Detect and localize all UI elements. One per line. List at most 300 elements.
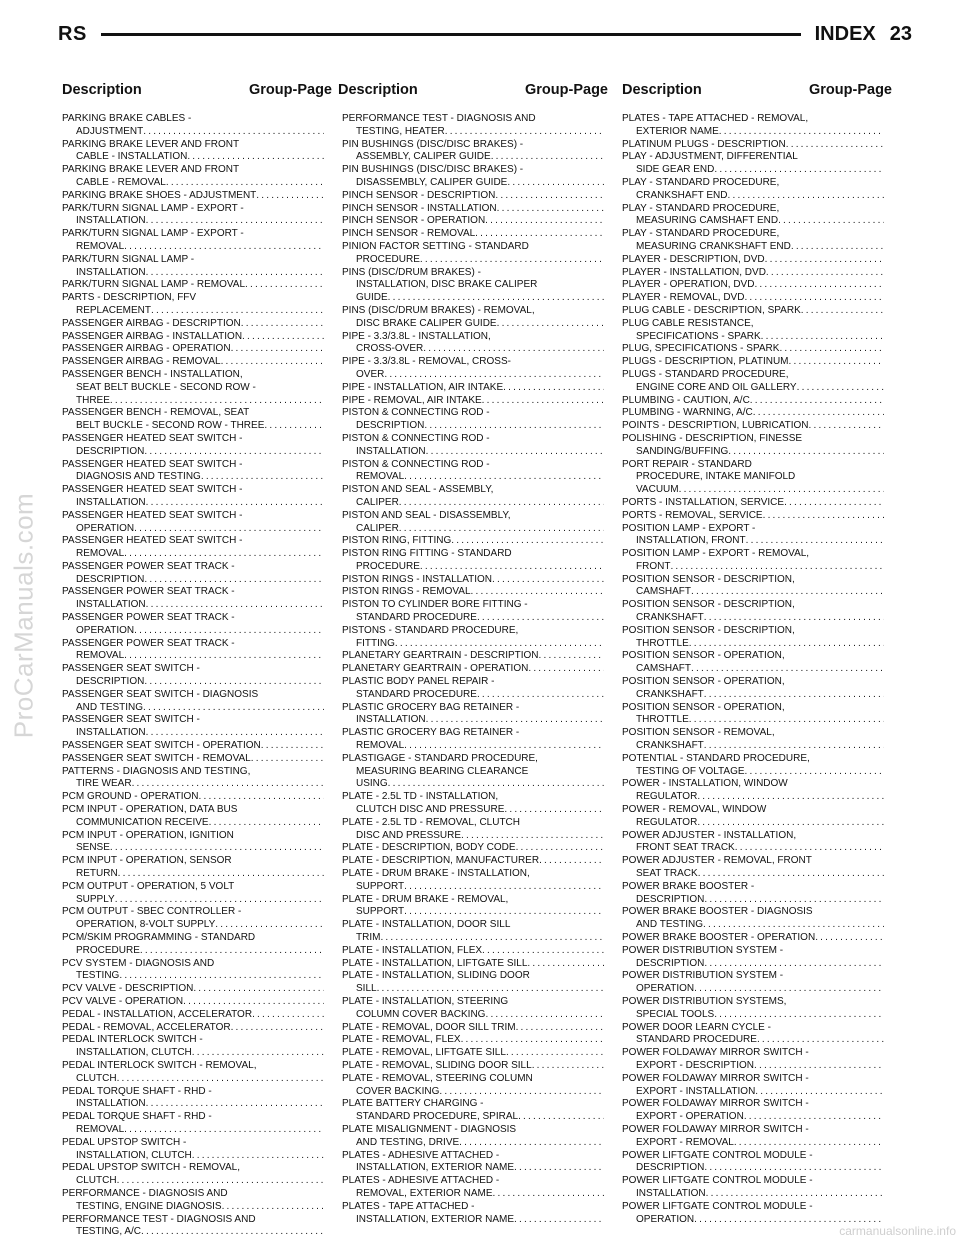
entry-text: POWER - REMOVAL, WINDOW [622, 804, 767, 816]
entry-text: PLASTIGAGE - STANDARD PROCEDURE, [342, 752, 538, 764]
index-entry [342, 586, 604, 599]
index-entry [342, 650, 604, 663]
index-entry [622, 727, 884, 753]
index-entry [622, 599, 884, 625]
entry-text: USING [356, 778, 388, 790]
dot-leader [251, 753, 324, 764]
index-entry [62, 612, 324, 638]
entry-line [342, 612, 604, 625]
entry-text: DESCRIPTION [76, 573, 145, 585]
entry-text: INSTALLATION [76, 599, 146, 611]
entry-text: VACUUM [636, 484, 679, 496]
entry-line [62, 331, 324, 344]
entry-line [342, 228, 604, 241]
index-entry [622, 1201, 884, 1227]
index-entry [342, 267, 604, 305]
entry-line [342, 497, 604, 510]
entry-text: INSTALLATION [636, 1187, 706, 1199]
entry-text: INSTALLATION, DISC BRAKE CALIPER [356, 279, 538, 291]
index-entry [622, 625, 884, 651]
index-entry [342, 996, 604, 1022]
footer-watermark: carmanualsonline.info [839, 1224, 956, 1238]
entry-text: PINCH SENSOR - DESCRIPTION [342, 189, 496, 201]
entry-text: PIPE - REMOVAL, AIR INTAKE [342, 394, 482, 406]
entry-line [62, 395, 324, 408]
entry-line [62, 1009, 324, 1022]
index-entry [342, 1175, 604, 1201]
entry-text: INSTALLATION [76, 215, 146, 227]
entry-text: CLUTCH DISC AND PRESSURE [356, 804, 505, 816]
entry-line [622, 919, 884, 932]
entry-text: PISTON AND SEAL - DISASSEMBLY, [342, 509, 511, 521]
entry-text: PARK/TURN SIGNAL LAMP - REMOVAL [62, 279, 246, 291]
entry-line [62, 279, 324, 292]
entry-line [62, 945, 324, 958]
entry-line [622, 126, 884, 139]
index-entry [622, 881, 884, 907]
entry-text: PEDAL TORQUE SHAFT - RHD - [62, 1111, 212, 1123]
index-entry [622, 433, 884, 459]
entry-line [342, 126, 604, 139]
index-entry [342, 203, 604, 216]
entry-line [62, 1047, 324, 1060]
entry-text: ENGINE CORE AND OIL GALLERY [636, 381, 797, 393]
dot-leader [140, 945, 324, 956]
entry-line [622, 497, 884, 510]
dot-leader [124, 548, 324, 559]
entry-text: INSTALLATION, CLUTCH [76, 1047, 192, 1059]
entry-text: REMOVAL [76, 548, 125, 560]
entry-line [342, 1060, 604, 1073]
watermark-text: ProCarManuals.com [8, 492, 39, 739]
dot-leader [714, 164, 884, 175]
entry-line [342, 254, 604, 267]
dot-leader [451, 535, 604, 546]
index-entry [342, 241, 604, 267]
dot-leader [399, 497, 604, 508]
dot-leader [388, 778, 604, 789]
index-entry [62, 343, 324, 356]
dot-leader [691, 586, 884, 597]
dot-leader [404, 471, 604, 482]
entry-text: PCM GROUND - OPERATION [62, 791, 199, 803]
dot-leader [516, 842, 604, 853]
dot-leader [144, 676, 324, 687]
entry-line [342, 1009, 604, 1022]
entry-line [622, 983, 884, 996]
entry-text: POWER FOLDAWAY MIRROR SWITCH - [622, 1098, 809, 1110]
entry-text: PIN BUSHINGS (DISC/DISC BRAKES) - [342, 164, 524, 176]
index-entry [342, 625, 604, 651]
entry-line [62, 894, 324, 907]
index-entry [622, 970, 884, 996]
index-entry [62, 1086, 324, 1112]
dot-leader [746, 535, 884, 546]
entry-text: PASSENGER BENCH - REMOVAL, SEAT [62, 407, 250, 419]
index-column-3 [622, 113, 884, 1226]
dot-leader [187, 151, 324, 162]
index-entry [62, 1214, 324, 1240]
entry-line [62, 343, 324, 356]
index-entry [622, 830, 884, 856]
entry-text: PLUMBING - WARNING, A/C [622, 407, 753, 419]
entry-text: PLATE - REMOVAL, LIFTGATE SILL [342, 1047, 506, 1059]
entry-text: PLATE - DRUM BRAKE - INSTALLATION, [342, 868, 530, 880]
dot-leader [404, 881, 604, 892]
entry-text: SUPPORT [356, 906, 405, 918]
entry-line [622, 420, 884, 433]
entry-text: PCM INPUT - OPERATION, DATA BUS [62, 804, 238, 816]
dot-leader [146, 599, 324, 610]
entry-text: PLATE - DESCRIPTION, BODY CODE [342, 842, 516, 854]
index-entry [62, 804, 324, 830]
index-entry [622, 1124, 884, 1150]
index-entry [342, 970, 604, 996]
dot-leader [704, 894, 884, 905]
entry-text: STANDARD PROCEDURE, SPIRAL [356, 1111, 519, 1123]
entry-text: INSTALLATION [76, 1098, 146, 1110]
index-entry [622, 318, 884, 344]
entry-text: INSTALLATION, EXTERIOR NAME [356, 1213, 514, 1225]
entry-text: ADJUSTMENT [76, 125, 144, 137]
entry-line [622, 343, 884, 356]
entry-text: PEDAL - INSTALLATION, ACCELERATOR [62, 1008, 253, 1020]
dot-leader [763, 510, 884, 521]
index-entry [62, 254, 324, 280]
entry-line [622, 561, 884, 574]
entry-text: INSTALLATION [356, 714, 426, 726]
index-entry [62, 932, 324, 958]
entry-text: REGULATOR [636, 791, 698, 803]
entry-text: PASSENGER SEAT SWITCH - [62, 714, 200, 726]
entry-text: PASSENGER HEATED SEAT SWITCH - [62, 535, 243, 547]
entry-text: THROTTLE [636, 714, 689, 726]
entry-text: COVER BACKING [356, 1085, 440, 1097]
dot-leader [117, 1175, 324, 1186]
index-entry [342, 228, 604, 241]
entry-line [342, 689, 604, 702]
entry-text: PCV VALVE - OPERATION [62, 995, 184, 1007]
dot-leader [146, 215, 324, 226]
dot-leader [704, 958, 884, 969]
entry-text: PISTON TO CYLINDER BORE FITTING - [342, 599, 528, 611]
entry-text: PASSENGER SEAT SWITCH - OPERATION [62, 740, 261, 752]
dot-leader [110, 395, 324, 406]
entry-text: PISTON RING, FITTING [342, 535, 452, 547]
dot-leader [183, 996, 324, 1007]
entry-line [342, 638, 604, 651]
index-entry [342, 791, 604, 817]
entry-line [62, 318, 324, 331]
entry-line [342, 945, 604, 958]
dot-leader [801, 305, 884, 316]
dot-leader [734, 1137, 884, 1148]
entry-text: TIRE WEAR [76, 778, 132, 790]
index-entry [62, 510, 324, 536]
dot-leader [420, 254, 604, 265]
entry-text: PARK/TURN SIGNAL LAMP - [62, 253, 195, 265]
entry-text: PLATE - REMOVAL, DOOR SILL TRIM [342, 1021, 516, 1033]
dot-leader [146, 497, 324, 508]
index-entry [62, 740, 324, 753]
index-entry [62, 638, 324, 664]
dot-leader [459, 1137, 604, 1148]
entry-line [342, 932, 604, 945]
entry-line [62, 151, 324, 164]
entry-text: POWER DISTRIBUTION SYSTEMS, [622, 995, 787, 1007]
dot-leader [399, 523, 604, 534]
entry-line [342, 1022, 604, 1035]
entry-line [62, 868, 324, 881]
index-entry [622, 1022, 884, 1048]
dot-leader [252, 1009, 324, 1020]
entry-text: PLATE - INSTALLATION, DOOR SILL [342, 919, 511, 931]
index-entry [62, 318, 324, 331]
entry-line [342, 1047, 604, 1060]
index-entry [62, 459, 324, 485]
index-entry [62, 139, 324, 165]
entry-text: PLATE BATTERY CHARGING - [342, 1098, 484, 1110]
entry-text: PASSENGER BENCH - INSTALLATION, [62, 368, 243, 380]
entry-text: PLUGS - DESCRIPTION, PLATINUM [622, 356, 789, 368]
entry-text: TESTING [76, 970, 120, 982]
dot-leader [426, 714, 604, 725]
index-entry [622, 407, 884, 420]
entry-text: SEAT TRACK [636, 868, 698, 880]
dot-leader [377, 983, 604, 994]
entry-line [342, 586, 604, 599]
entry-line [62, 625, 324, 638]
entry-text: PISTON RINGS - REMOVAL [342, 586, 471, 598]
dot-leader [424, 420, 604, 431]
column-header-group-page: Group-Page [525, 82, 608, 98]
index-entry [622, 305, 884, 318]
entry-text: PCM INPUT - OPERATION, SENSOR [62, 855, 232, 867]
entry-line [342, 1034, 604, 1047]
entry-text: AND TESTING [636, 919, 704, 931]
dot-leader [539, 855, 604, 866]
index-entry [622, 996, 884, 1022]
entry-text: PISTONS - STANDARD PROCEDURE, [342, 624, 519, 636]
index-entry [622, 855, 884, 881]
index-entry [342, 599, 604, 625]
entry-text: PROCEDURE [76, 944, 140, 956]
dot-leader [786, 139, 884, 150]
index-entry [622, 254, 884, 267]
side-watermark [4, 0, 40, 1242]
entry-line [62, 1124, 324, 1137]
entry-line [342, 830, 604, 843]
entry-text: PISTON & CONNECTING ROD - [342, 458, 490, 470]
index-entry [622, 343, 884, 356]
index-column-1 [62, 113, 324, 1239]
entry-text: CRANKSHAFT [636, 740, 704, 752]
entry-line [62, 740, 324, 753]
entry-text: POWER FOLDAWAY MIRROR SWITCH - [622, 1123, 809, 1135]
entry-text: PINS (DISC/DRUM BRAKES) - [342, 266, 481, 278]
entry-text: PIN BUSHINGS (DISC/DISC BRAKES) - [342, 138, 524, 150]
entry-line [62, 1226, 324, 1239]
dot-leader [485, 1009, 604, 1020]
entry-text: PISTON & CONNECTING ROD - [342, 407, 490, 419]
index-entry [342, 215, 604, 228]
entry-line [342, 561, 604, 574]
entry-text: CLUTCH [76, 1072, 117, 1084]
entry-text: MEASURING BEARING CLEARANCE [356, 765, 529, 777]
dot-leader [698, 868, 884, 879]
index-entry [622, 1150, 884, 1176]
index-entry [342, 484, 604, 510]
entry-text: PROCEDURE [356, 253, 420, 265]
entry-text: POSITION SENSOR - OPERATION, [622, 701, 785, 713]
index-entry [62, 433, 324, 459]
dot-leader [809, 420, 885, 431]
index-entry [622, 1047, 884, 1073]
dot-leader [491, 151, 604, 162]
page-number: 23 [889, 22, 912, 45]
entry-line [622, 190, 884, 203]
dot-leader [728, 446, 884, 457]
entry-line [342, 1188, 604, 1201]
entry-line [342, 215, 604, 228]
entry-line [622, 446, 884, 459]
index-entry [622, 395, 884, 408]
entry-text: OPERATION [76, 624, 135, 636]
dot-leader [221, 356, 324, 367]
entry-line [622, 1060, 884, 1073]
dot-leader [144, 446, 324, 457]
index-entry [342, 753, 604, 791]
entry-text: PLATE - INSTALLATION, SLIDING DOOR [342, 970, 530, 982]
index-entry [342, 1150, 604, 1176]
dot-leader [532, 1060, 604, 1071]
dot-leader [192, 1150, 324, 1161]
index-entry [622, 510, 884, 523]
entry-text: PIPE - INSTALLATION, AIR INTAKE [342, 381, 504, 393]
entry-text: OPERATION [636, 1213, 695, 1225]
dot-leader [704, 689, 884, 700]
dot-leader [143, 702, 324, 713]
entry-text: PLATE - REMOVAL, FLEX [342, 1034, 461, 1046]
dot-leader [791, 241, 884, 252]
entry-text: CAMSHAFT [636, 663, 691, 675]
entry-text: DISC BRAKE CALIPER GUIDE [356, 317, 497, 329]
column-header-1 [62, 82, 332, 98]
dot-leader [493, 1188, 604, 1199]
dot-leader [471, 586, 604, 597]
entry-text: PCM/SKIM PROGRAMMING - STANDARD [62, 932, 256, 943]
dot-leader [201, 471, 324, 482]
entry-line [62, 1150, 324, 1163]
entry-line [622, 292, 884, 305]
entry-text: INSTALLATION, CLUTCH [76, 1149, 192, 1161]
dot-leader [694, 1214, 884, 1225]
index-entry [62, 1137, 324, 1163]
dot-leader [689, 714, 884, 725]
entry-line [622, 958, 884, 971]
dot-leader [193, 983, 324, 994]
dot-leader [704, 740, 884, 751]
entry-line [622, 407, 884, 420]
index-entry [342, 1073, 604, 1099]
entry-line [622, 1188, 884, 1201]
dot-leader [697, 791, 884, 802]
entry-text: PLASTIC GROCERY BAG RETAINER - [342, 701, 520, 713]
entry-text: BELT BUCKLE - SECOND ROW - THREE [76, 420, 265, 432]
entry-line [342, 574, 604, 587]
dot-leader [744, 292, 884, 303]
index-entry [622, 676, 884, 702]
index-entry [342, 548, 604, 574]
entry-text: PROCEDURE, INTAKE MANIFOLD [636, 471, 796, 483]
entry-text: EXPORT - OPERATION [636, 1111, 744, 1123]
dot-leader [439, 1086, 604, 1097]
entry-line [622, 766, 884, 779]
entry-line [622, 842, 884, 855]
entry-text: AND TESTING [76, 701, 144, 713]
dot-leader [388, 292, 604, 303]
dot-leader [151, 305, 324, 316]
entry-line [622, 395, 884, 408]
entry-text: PATTERNS - DIAGNOSIS AND TESTING, [62, 765, 251, 777]
entry-text: DESCRIPTION [76, 445, 145, 457]
entry-text: STANDARD PROCEDURE [636, 1034, 757, 1046]
index-column-2 [342, 113, 604, 1226]
entry-text: DIAGNOSIS AND TESTING [76, 471, 201, 483]
entry-text: CABLE - INSTALLATION [76, 151, 188, 163]
dot-leader [527, 958, 604, 969]
entry-text: PCV VALVE - DESCRIPTION [62, 983, 194, 995]
dot-leader [475, 228, 604, 239]
entry-text: PASSENGER POWER SEAT TRACK - [62, 586, 235, 598]
dot-leader [222, 1201, 324, 1212]
index-entry [342, 382, 604, 395]
index-entry [342, 510, 604, 536]
entry-text: OVER [356, 368, 385, 380]
entry-text: PEDAL UPSTOP SWITCH - [62, 1136, 187, 1148]
entry-text: PLAY - STANDARD PROCEDURE, [622, 202, 780, 214]
entry-text: PASSENGER HEATED SEAT SWITCH - [62, 432, 243, 444]
entry-text: PORTS - REMOVAL, SERVICE [622, 509, 763, 521]
entry-line [622, 689, 884, 702]
index-entry [342, 1201, 604, 1227]
entry-text: FRONT [636, 560, 671, 572]
entry-text: PINCH SENSOR - OPERATION [342, 215, 486, 227]
entry-line [62, 523, 324, 536]
entry-text: TESTING, A/C [76, 1226, 142, 1238]
entry-text: PLATES - ADHESIVE ATTACHED - [342, 1175, 500, 1187]
dot-leader [144, 574, 324, 585]
dot-leader [115, 894, 324, 905]
index-entry [622, 356, 884, 369]
entry-text: PLATE - INSTALLATION, LIFTGATE SILL [342, 957, 528, 969]
entry-text: PEDAL - REMOVAL, ACCELERATOR [62, 1021, 231, 1033]
column-header-2 [338, 82, 608, 98]
entry-line [342, 395, 604, 408]
index-entry [342, 190, 604, 203]
entry-text: EXTERIOR NAME [636, 125, 719, 137]
entry-text: PLUGS - STANDARD PROCEDURE, [622, 368, 789, 380]
entry-text: PROCEDURE [356, 560, 420, 572]
dot-leader [497, 203, 604, 214]
index-entry [62, 996, 324, 1009]
entry-text: GUIDE [356, 292, 388, 304]
index-entry [342, 1060, 604, 1073]
entry-text: PERFORMANCE TEST - DIAGNOSIS AND [342, 113, 536, 124]
dot-leader [485, 215, 604, 226]
index-entry [342, 855, 604, 868]
entry-line [622, 1162, 884, 1175]
